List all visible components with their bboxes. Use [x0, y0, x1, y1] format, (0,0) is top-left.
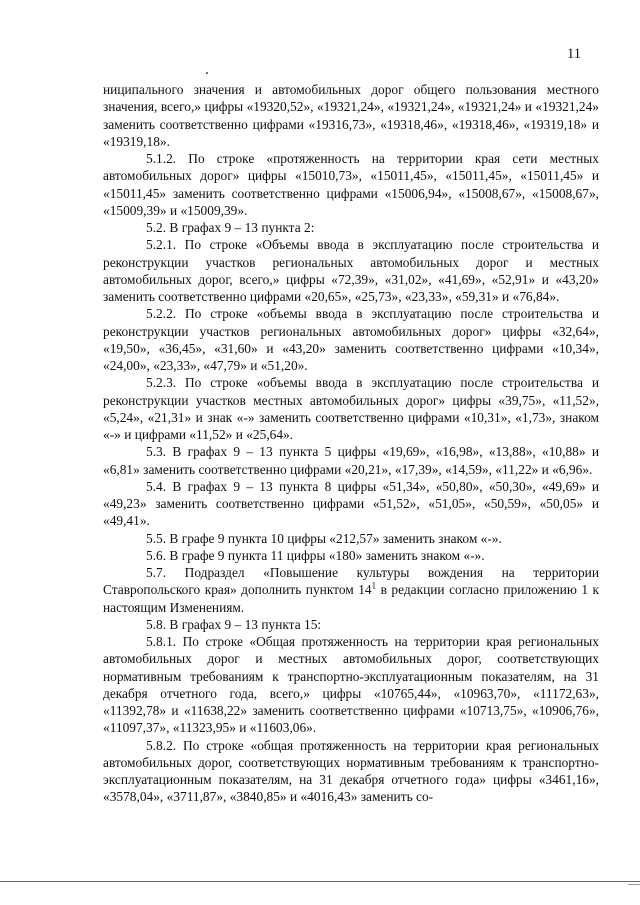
bottom-divider — [0, 881, 640, 882]
document-body — [103, 81, 599, 806]
paragraph-5-7-superscript: 1 — [371, 580, 377, 591]
paragraph-5-1-2: 5.1.2. По строке «протяженность на территории края сети местных автомобильных дорог» цифры «15010,73», «15011,45», «15011,45», «15011,45» и «15011,45» заменить соответственно цифрами «15006,94», «15008,67», «15008,67», «15009,39» и «15009,39». — [103, 151, 599, 218]
paragraph-5-6: 5.6. В графе 9 пункта 11 цифры «180» заменить знаком «-». — [146, 547, 485, 563]
paragraph-5-7-text-before: 5.7. Подраздел «Повышение культуры вождения на территории Ставропольского края» дополнить пунктом 14 — [103, 565, 599, 598]
paragraph-5-8: 5.8. В графах 9 – 13 пункта 15: — [146, 616, 322, 632]
scan-speck — [206, 72, 208, 74]
paragraph-5-7 — [103, 564, 599, 616]
paragraph-5-4: 5.4. В графах 9 – 13 пункта 8 цифры «51,34», «50,80», «50,30», «49,69» и «49,23» заменить соответственно цифрами «51,52», «51,05», «50,59», «50,05» и «49,41». — [103, 478, 599, 529]
paragraph-5-8-1: 5.8.1. По строке «Общая протяженность на территории края региональных автомобильных дорог и местных автомобильных дорог, соответствующих нормативным требованиям к транспортно-эксплуатационным показателям, на 31 декабря отчетного года, всего,» цифры «10765,44», «10963,70», «11172,63», «11392,78» и «11638,22» заменить соответственно цифрами «10713,75», «10906,76», «11097,37», «11323,95» и «11603,06». — [103, 634, 599, 736]
paragraph-5-2-1: 5.2.1. По строке «Объемы ввода в эксплуатацию после строительства и реконструкции участков региональных автомобильных дорог и местных автомобильных дорог, всего,» цифры «72,39», «31,02», «41,69», «52,91» и «43,20» заменить соответственно цифрами «20,65», «25,73», «23,33», «59,31» и «76,84». — [103, 237, 599, 304]
paragraph-5-3: 5.3. В графах 9 – 13 пункта 5 цифры «19,69», «16,98», «13,88», «10,88» и «6,81» заменить соответственно цифрами «20,21», «17,39», «14,59», «11,22» и «6,96». — [103, 444, 599, 477]
paragraph-5-2-3: 5.2.3. По строке «объемы ввода в эксплуатацию после строительства и реконструкции участков местных автомобильных дорог» цифры «39,75», «11,52», «5,24», «21,31» и знак «-» заменить соответственно цифрами «10,31», «1,73», знаком «-» и цифрами «11,52» и «25,64». — [103, 375, 599, 442]
paragraph-5-2-2: 5.2.2. По строке «объемы ввода в эксплуатацию после строительства и реконструкции участков региональных автомобильных дорог» цифры «32,64», «19,50», «36,45», «31,60» и «43,20» заменить соответственно цифрами «10,34», «24,00», «23,33», «47,79» и «51,20». — [103, 306, 599, 373]
paragraph-5-2: 5.2. В графах 9 – 13 пункта 2: — [146, 220, 315, 235]
paragraph-5-7-text-after: в редакции согласно приложению 1 к настоящим Изменениям. — [103, 582, 599, 615]
paragraph-5-8-2: 5.8.2. По строке «общая протяженность на территории края региональных автомобильных дорог, соответствующих нормативным требованиям к транспортно-эксплуатационным показателям, на 31 декабря отчетного года» цифры «3461,16», «3578,04», «3711,87», «3840,85» и «4016,43» заменить со- — [103, 737, 599, 805]
scan-edge-mark — [628, 884, 640, 885]
paragraph-5-5: 5.5. В графе 9 пункта 10 цифры «212,57» заменить знаком «-». — [146, 530, 502, 546]
page-number: 11 — [567, 46, 581, 62]
paragraph-continuation: ниципального значения и автомобильных дорог общего пользования местного значения, всего,» цифры «19320,52», «19321,24», «19321,24», «19321,24» и «19321,24» заменить соответственно цифрами «19316,73», «19318,46», «19318,46», «19319,18» и «19319,18». — [103, 82, 599, 149]
